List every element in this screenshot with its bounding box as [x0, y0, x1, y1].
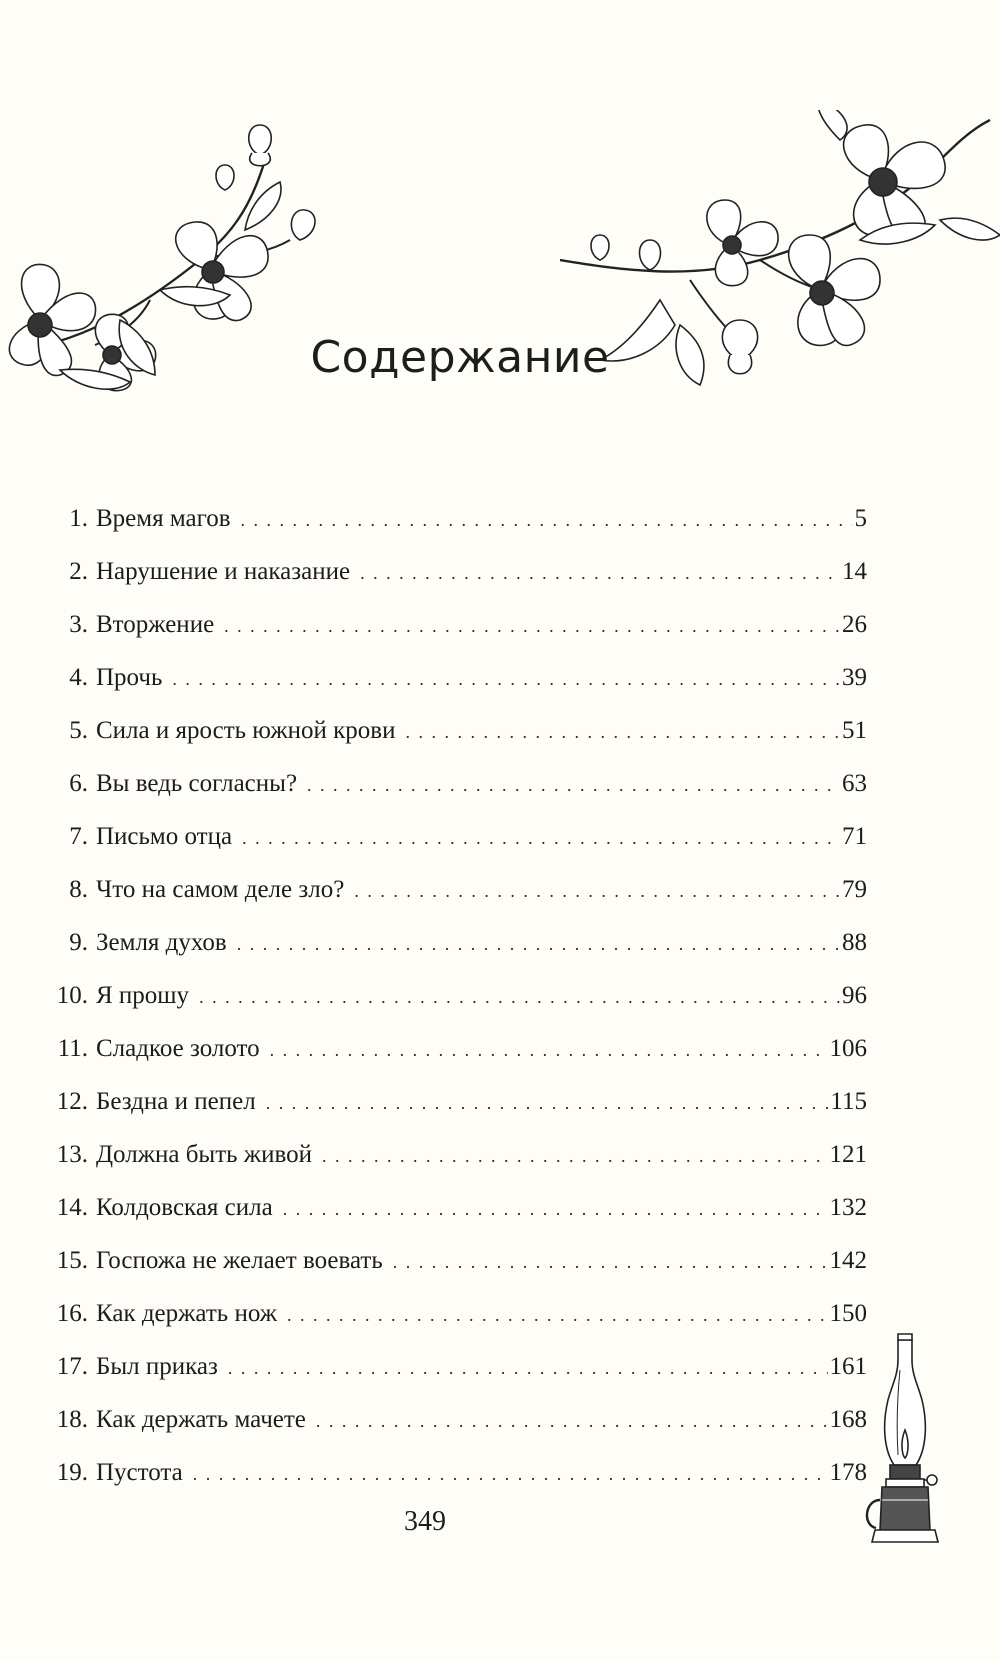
- dot-leader: [281, 1300, 828, 1330]
- toc-entry[interactable]: [52, 1458, 867, 1511]
- chapter-page: 51: [842, 717, 867, 744]
- chapter-page: 142: [829, 1247, 867, 1274]
- chapter-number: 6.: [69, 770, 88, 797]
- dot-leader: [264, 1035, 828, 1065]
- toc-entry[interactable]: [52, 1246, 867, 1299]
- dot-leader: [231, 929, 840, 959]
- chapter-title: Как держать мачете: [96, 1406, 306, 1433]
- toc-entry[interactable]: [52, 1299, 867, 1352]
- dot-leader: [316, 1141, 828, 1171]
- chapter-page: 39: [842, 664, 867, 691]
- chapter-title: Госпожа не желает воевать: [96, 1247, 383, 1274]
- chapter-title: Сила и ярость южной крови: [96, 717, 396, 744]
- toc-entry[interactable]: [52, 875, 867, 928]
- dot-leader: [348, 876, 840, 906]
- chapter-page: 115: [830, 1088, 867, 1115]
- toc-entry[interactable]: [52, 1352, 867, 1405]
- dot-leader: [222, 1353, 828, 1383]
- chapter-number: 15.: [56, 1247, 88, 1274]
- toc-entry[interactable]: [52, 1034, 867, 1087]
- chapter-number: 17.: [56, 1353, 88, 1380]
- dot-leader: [399, 717, 840, 747]
- chapter-page: 63: [842, 770, 867, 797]
- table-of-contents: [52, 504, 867, 1511]
- chapter-title: Что на самом деле зло?: [96, 876, 345, 903]
- dot-leader: [187, 1459, 828, 1489]
- chapter-page: 26: [842, 611, 867, 638]
- toc-entry[interactable]: [52, 663, 867, 716]
- chapter-title: Должна быть живой: [96, 1141, 312, 1168]
- toc-entry[interactable]: [52, 716, 867, 769]
- chapter-page: 150: [829, 1300, 867, 1327]
- chapter-page: 178: [829, 1459, 867, 1486]
- chapter-number: 4.: [69, 664, 88, 691]
- dot-leader: [301, 770, 840, 800]
- chapter-number: 7.: [69, 823, 88, 850]
- dot-leader: [354, 558, 840, 588]
- chapter-page: 121: [829, 1141, 867, 1168]
- toc-entry[interactable]: [52, 769, 867, 822]
- toc-entry[interactable]: [52, 1087, 867, 1140]
- chapter-number: 14.: [56, 1194, 88, 1221]
- chapter-page: 106: [829, 1035, 867, 1062]
- chapter-page: 132: [829, 1194, 867, 1221]
- chapter-title: Письмо отца: [96, 823, 233, 850]
- dot-leader: [166, 664, 840, 694]
- toc-entry[interactable]: [52, 822, 867, 875]
- dot-leader: [235, 505, 853, 535]
- chapter-number: 12.: [56, 1088, 88, 1115]
- chapter-number: 9.: [69, 929, 88, 956]
- chapter-title: Время магов: [96, 505, 231, 532]
- dot-leader: [236, 823, 840, 853]
- toc-entry[interactable]: [52, 504, 867, 557]
- chapter-title: Сладкое золото: [96, 1035, 260, 1062]
- chapter-title: Земля духов: [96, 929, 227, 956]
- chapter-title: Бездна и пепел: [96, 1088, 256, 1115]
- dot-leader: [387, 1247, 828, 1277]
- chapter-title: Пустота: [96, 1459, 183, 1486]
- chapter-number: 18.: [56, 1406, 88, 1433]
- chapter-number: 8.: [69, 876, 88, 903]
- chapter-title: Был приказ: [96, 1353, 218, 1380]
- chapter-title: Нарушение и наказание: [96, 558, 351, 585]
- page-number: 349: [404, 1506, 446, 1537]
- chapter-title: Прочь: [96, 664, 163, 691]
- chapter-page: 14: [842, 558, 867, 585]
- chapter-title: Вторжение: [96, 611, 215, 638]
- chapter-title: Колдовская сила: [96, 1194, 273, 1221]
- chapter-page: 168: [829, 1406, 867, 1433]
- chapter-number: 2.: [69, 558, 88, 585]
- chapter-number: 1.: [69, 505, 88, 532]
- chapter-page: 96: [842, 982, 867, 1009]
- chapter-title: Я прошу: [96, 982, 190, 1009]
- chapter-page: 5: [854, 505, 867, 532]
- chapter-number: 5.: [69, 717, 88, 744]
- toc-entry[interactable]: [52, 1193, 867, 1246]
- chapter-number: 19.: [56, 1459, 88, 1486]
- dot-leader: [218, 611, 840, 641]
- dot-leader: [277, 1194, 828, 1224]
- chapter-title: Как держать нож: [96, 1300, 277, 1327]
- toc-entry[interactable]: [52, 1405, 867, 1458]
- toc-entry[interactable]: [52, 557, 867, 610]
- dot-leader: [193, 982, 840, 1012]
- chapter-page: 79: [842, 876, 867, 903]
- chapter-page: 71: [842, 823, 867, 850]
- toc-entry[interactable]: [52, 928, 867, 981]
- dot-leader: [260, 1088, 829, 1118]
- toc-entry[interactable]: [52, 1140, 867, 1193]
- toc-entry[interactable]: [52, 981, 867, 1034]
- dot-leader: [310, 1406, 828, 1436]
- chapter-page: 88: [842, 929, 867, 956]
- toc-entry[interactable]: [52, 610, 867, 663]
- oil-lamp-icon: [860, 1330, 950, 1560]
- page-title: Содержание: [310, 332, 610, 383]
- chapter-number: 10.: [56, 982, 88, 1009]
- chapter-number: 16.: [56, 1300, 88, 1327]
- chapter-number: 11.: [57, 1035, 88, 1062]
- chapter-number: 13.: [56, 1141, 88, 1168]
- chapter-title: Вы ведь согласны?: [96, 770, 298, 797]
- chapter-number: 3.: [69, 611, 88, 638]
- chapter-page: 161: [829, 1353, 867, 1380]
